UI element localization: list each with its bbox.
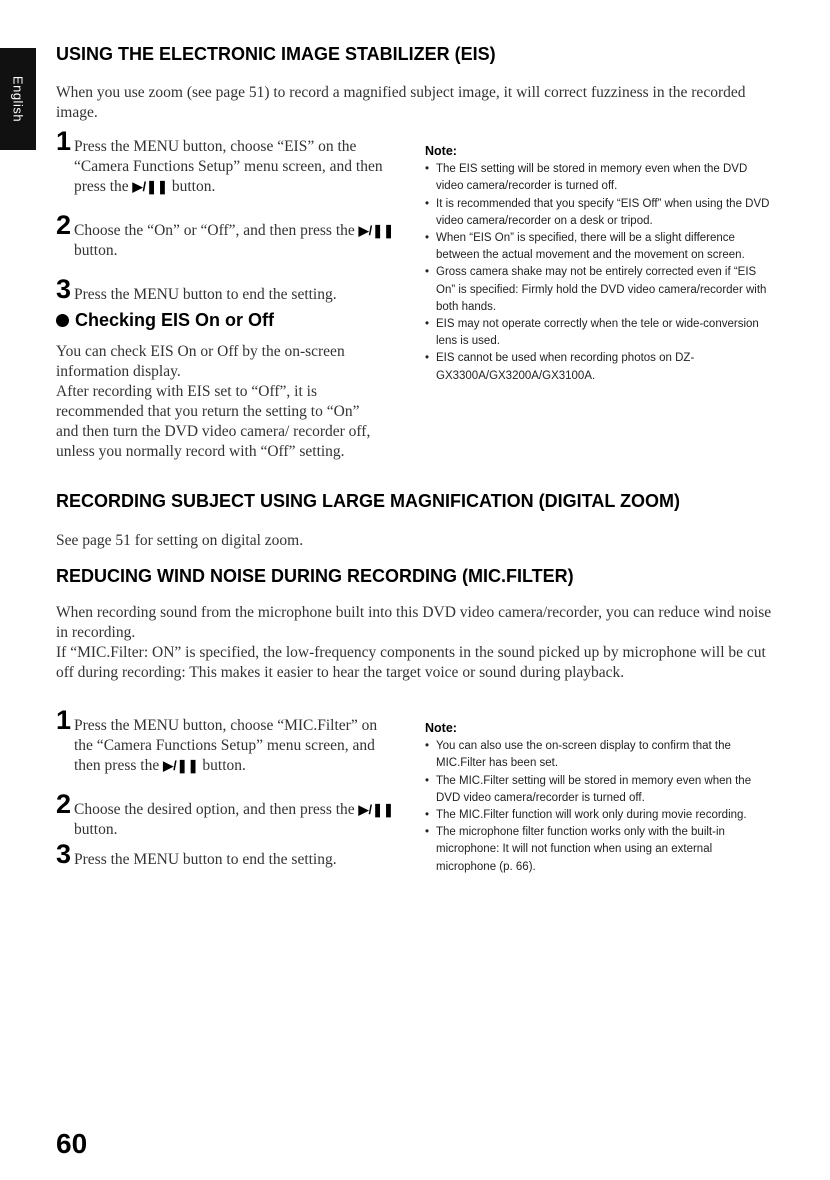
eis-note <box>425 143 775 385</box>
note-title: Note: <box>425 721 457 735</box>
page-number: 60 <box>56 1128 88 1159</box>
zoom-body: See page 51 for setting on digital zoom. <box>56 532 304 549</box>
note-item: • The MIC.Filter setting will be stored in memory even when the DVD video camera/recorder is turned off. <box>425 773 775 807</box>
eis-step-1: 1 Press the MENU button, choose “EIS” on the “Camera Functions Setup” menu screen, and then press the ▶/❚❚ button. <box>56 126 383 195</box>
note-item: • Gross camera shake may not be entirely corrected even if “EIS On” is specified: Firmly hold the DVD video camera/recorder with both hands. <box>425 264 775 316</box>
play-pause-symbol: ▶/❚❚ <box>358 223 395 238</box>
step-number: 1 <box>56 705 72 735</box>
play-pause-symbol: ▶/❚❚ <box>132 179 168 194</box>
step-number: 3 <box>56 839 72 869</box>
checking-eis-heading: Checking EIS On or Off <box>56 310 274 331</box>
language-tab <box>0 48 36 150</box>
note-item: • When “EIS On” is specified, there will be a slight difference between the actual movement and the movement on screen. <box>425 230 775 264</box>
step-number: 2 <box>56 789 72 819</box>
note-item: • You can also use the on-screen display to confirm that the MIC.Filter has been set. <box>425 738 775 772</box>
note-item: • EIS may not operate correctly when the tele or wide-conversion lens is used. <box>425 316 775 350</box>
note-title: Note: <box>425 144 457 158</box>
eis-intro: When you use zoom (see page 51) to record a magnified subject image, it will correct fuzziness in the recorded image. <box>56 84 746 121</box>
bullet-icon <box>56 314 69 327</box>
checking-eis-body: You can check EIS On or Off by the on-screen information display. After recording with EIS set to “Off”, it is recommended that you return the setting to “On” and then turn the DVD video camera/ recorder off, unless you normally record with “Off” setting. <box>56 343 371 460</box>
step-number: 2 <box>56 210 72 240</box>
mic-note <box>425 720 775 876</box>
note-item: • The microphone filter function works only with the built-in microphone: It will not function when using an external microphone (p. 66). <box>425 824 775 876</box>
note-item: • EIS cannot be used when recording photos on DZ-GX3300A/GX3200A/GX3100A. <box>425 350 775 384</box>
play-pause-symbol: ▶/❚❚ <box>358 802 394 817</box>
mic-step-1: 1 Press the MENU button, choose “MIC.Filter” on the “Camera Functions Setup” menu screen, and then press the ▶/❚❚ button. <box>56 705 378 774</box>
mic-body: When recording sound from the microphone built into this DVD video camera/recorder, you can reduce wind noise in recording. If “MIC.Filter: ON” is specified, the low-frequency components in the sound picked up by microphone will be cut off during recording: This makes it easier to hear the target voice or sound during playback. <box>56 604 772 681</box>
step-number: 1 <box>56 126 72 156</box>
language-tab-label: English <box>10 75 26 123</box>
step-number: 3 <box>56 274 72 304</box>
note-item: • It is recommended that you specify “EIS Off” when using the DVD video camera/recorder on a desk or tripod. <box>425 196 775 230</box>
eis-step-2: 2 Choose the “On” or “Off”, and then press the ▶/❚❚ button. <box>56 210 395 259</box>
zoom-heading: RECORDING SUBJECT USING LARGE MAGNIFICATION (DIGITAL ZOOM) <box>56 491 680 511</box>
mic-step-2: 2 Choose the desired option, and then press the ▶/❚❚ button. <box>56 789 394 838</box>
eis-step-3: 3 Press the MENU button to end the setting. <box>56 274 337 304</box>
note-item: • The MIC.Filter function will work only during movie recording. <box>425 807 775 824</box>
mic-heading: REDUCING WIND NOISE DURING RECORDING (MIC.FILTER) <box>56 566 574 586</box>
eis-heading: USING THE ELECTRONIC IMAGE STABILIZER (EIS) <box>56 44 496 64</box>
note-item: • The EIS setting will be stored in memory even when the DVD video camera/recorder is turned off. <box>425 161 775 195</box>
mic-step-3: 3 Press the MENU button to end the setting. <box>56 839 337 869</box>
play-pause-symbol: ▶/❚❚ <box>163 758 199 773</box>
